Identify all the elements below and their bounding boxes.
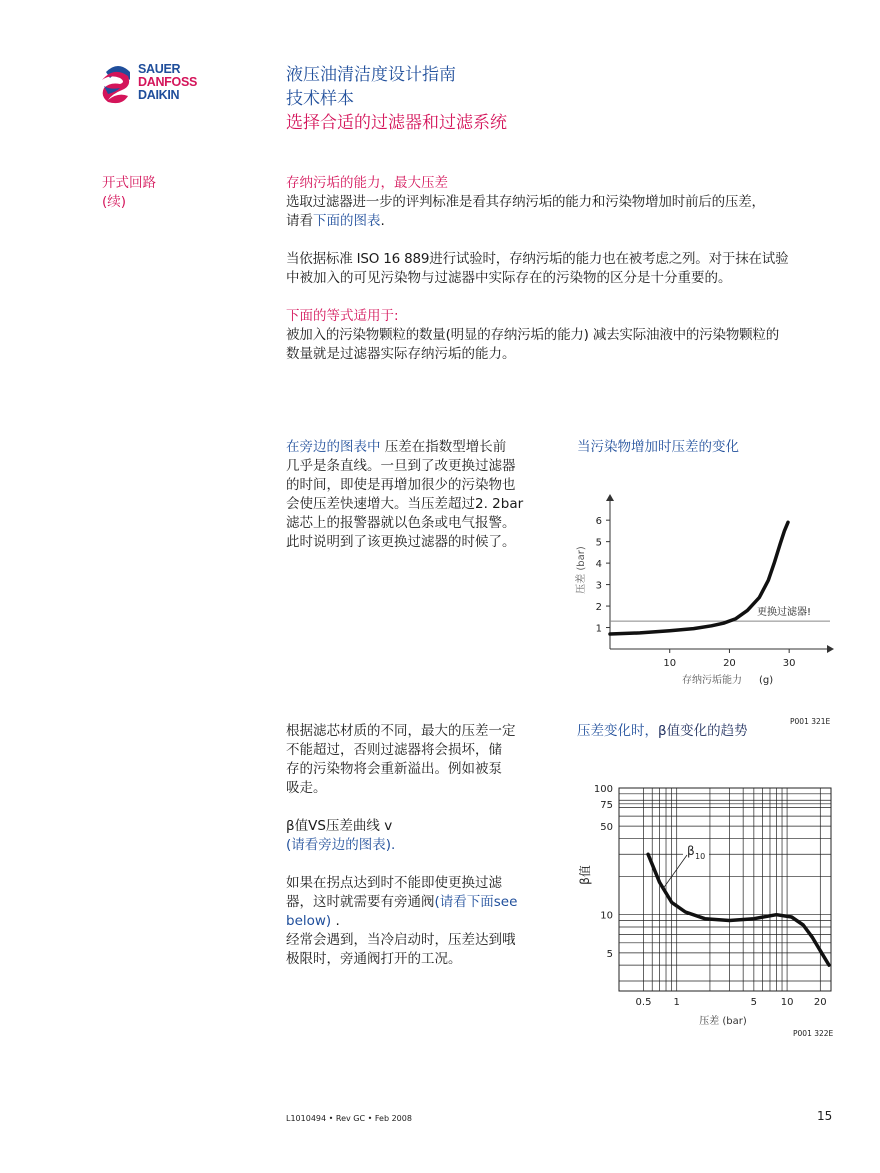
paragraph-line: 如果在拐点达到时不能即使更换过滤 xyxy=(286,875,502,891)
x-axis-label: 存纳污垢能力 xyxy=(682,675,742,686)
paragraph-line: 选取过滤器进一步的评判标准是看其存纳污垢的能力和污染物增加时前后的压差， xyxy=(286,194,765,210)
paragraph-line xyxy=(286,893,556,912)
paragraph-line: 几乎是条直线。一旦到了改更换过滤器 xyxy=(286,458,516,474)
spacer xyxy=(286,231,846,250)
footer-doc-id: L1010494 • Rev GC • Feb 2008 xyxy=(286,1114,412,1123)
paragraph-line: 滤芯上的报警器就以色条或电气报警。 xyxy=(286,515,516,531)
section-heading: 存纳污垢的能力，最大压差 xyxy=(286,175,448,191)
sidebar-sub-label: (续) xyxy=(102,194,127,210)
paragraph-line xyxy=(286,912,556,931)
section-capacity xyxy=(286,174,846,364)
y-tick-label: 75 xyxy=(600,799,613,811)
y-tick-label: 1 xyxy=(595,623,602,635)
chart1-title: 当污染物增加时压差的变化 xyxy=(577,439,739,455)
paragraph-line: 经常会遇到，当冷启动时，压差达到哦 xyxy=(286,932,516,948)
figure-id: P001 322E xyxy=(793,1029,834,1038)
pressure-vs-capacity-chart xyxy=(560,490,850,725)
spacer xyxy=(286,798,556,817)
y-axis-label: β值 xyxy=(578,865,592,885)
header-title: 液压油清洁度设计指南 xyxy=(286,65,456,85)
series-label-leader xyxy=(663,855,687,889)
y-tick-label: 10 xyxy=(600,910,613,922)
paragraph-line: 被加入的污染物颗粒的数量(明显的存纳污垢的能力) 减去实际油液中的污染物颗粒的 xyxy=(286,327,780,343)
y-axis-label: 压差 (bar) xyxy=(576,546,587,594)
text-span: 器，这时就需要有旁通阀 xyxy=(286,894,435,910)
logo-text-daikin: DAIKIN xyxy=(138,88,180,102)
beta-curve-line: β值VS压差曲线 v xyxy=(286,818,393,834)
series-label-beta: β xyxy=(687,844,695,858)
x-tick-label: 10 xyxy=(663,658,677,669)
text-span: . xyxy=(380,213,385,229)
paragraph-line: 数量就是过滤器实际存纳污垢的能力。 xyxy=(286,346,516,362)
section-beta-explanation xyxy=(286,722,556,969)
paragraph-line: 不能超过，否则过滤器将会损坏，储 xyxy=(286,742,502,758)
y-tick-label: 5 xyxy=(595,537,602,549)
chart2-title xyxy=(577,722,748,741)
logo-text-sauer: SAUER xyxy=(138,62,181,76)
y-tick-label: 4 xyxy=(595,559,602,571)
sidebar-label: 开式回路 xyxy=(102,175,156,191)
paragraph-line: 中被加入的可见污染物与过滤器中实际存在的污染物的区分是十分重要的。 xyxy=(286,270,732,286)
chart2-title-prefix: 压差变化时， xyxy=(577,723,658,739)
paragraph-line: 存的污染物将会重新溢出。例如被泵 xyxy=(286,761,502,777)
y-tick-label: 3 xyxy=(595,580,602,592)
x-tick-label: 0.5 xyxy=(635,997,652,1008)
plot-frame xyxy=(619,788,831,991)
x-tick-label: 20 xyxy=(813,997,827,1008)
equation-heading: 下面的等式适用于: xyxy=(286,308,399,324)
bypass-link[interactable]: (请看下面see xyxy=(434,894,518,910)
paragraph-line: 会使压差快速增大。当压差超过2. 2bar xyxy=(286,496,524,512)
x-tick-label: 30 xyxy=(782,658,796,669)
x-tick-label: 1 xyxy=(673,997,680,1008)
threshold-label: 更换过滤器! xyxy=(757,607,812,619)
paragraph-line: 此时说明到了该更换过滤器的时候了。 xyxy=(286,534,516,550)
paragraph-line: 当依据标准 ISO 16 889进行试验时，存纳污垢的能力也在被考虑之列。对于抹在试验 xyxy=(286,251,789,267)
y-tick-label: 5 xyxy=(606,948,613,960)
spacer xyxy=(286,855,556,874)
x-tick-label: 10 xyxy=(780,997,794,1008)
y-tick-label: 50 xyxy=(600,822,613,834)
paragraph-line xyxy=(286,438,556,457)
company-logo xyxy=(98,62,218,106)
header-section-title: 选择合适的过滤器和过滤系统 xyxy=(286,113,507,133)
bypass-link-cont[interactable]: below) xyxy=(286,913,332,929)
y-tick-label: 2 xyxy=(595,602,602,614)
paragraph-line: 极限时，旁通阀打开的工况。 xyxy=(286,951,462,967)
x-tick-label: 5 xyxy=(750,997,758,1008)
y-tick-label: 6 xyxy=(595,516,602,528)
paragraph-line xyxy=(286,212,846,231)
logo-text-danfoss: DANFOSS xyxy=(138,75,198,89)
chart2-title-suffix: β值变化的趋势 xyxy=(658,723,748,739)
x-axis-label: 压差 (bar) xyxy=(699,1016,747,1027)
chart-link[interactable]: 在旁边的图表中 xyxy=(286,439,381,455)
figure-id: P001 321E xyxy=(790,717,831,725)
chart-link[interactable]: 下面的图表 xyxy=(313,213,381,229)
section-pressure-explanation xyxy=(286,438,556,552)
x-axis-arrow xyxy=(827,645,834,653)
paragraph-line: 的时间，即使是再增加很少的污染物也 xyxy=(286,477,516,493)
y-tick-label: 100 xyxy=(593,784,613,795)
text-span: 请看 xyxy=(286,213,313,229)
text-span: . xyxy=(331,913,340,929)
text-span: 压差在指数型增长前 xyxy=(380,439,507,455)
y-axis-arrow xyxy=(606,494,614,501)
beta-vs-pressure-chart xyxy=(575,775,845,1045)
x-axis-unit: (g) xyxy=(759,675,774,686)
header-subtitle: 技术样本 xyxy=(286,89,354,109)
x-tick-label: 20 xyxy=(723,658,736,669)
series-label-subscript: 10 xyxy=(695,852,706,861)
chart-link[interactable]: (请看旁边的图表). xyxy=(286,837,396,853)
page-number: 15 xyxy=(817,1109,833,1123)
spacer xyxy=(286,288,846,307)
paragraph-line: 根据滤芯材质的不同，最大的压差一定 xyxy=(286,723,516,739)
paragraph-line: 吸走。 xyxy=(286,780,327,796)
